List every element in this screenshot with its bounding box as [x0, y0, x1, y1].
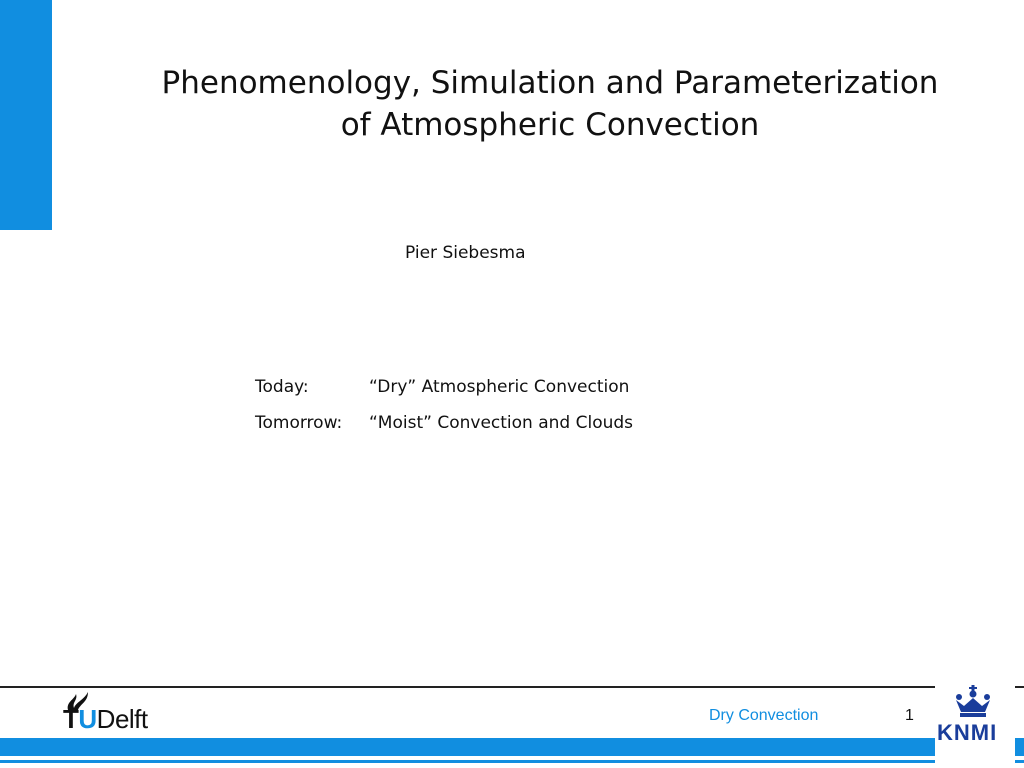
agenda-label: Today:	[255, 377, 309, 397]
footer-topic: Dry Convection	[709, 707, 819, 724]
agenda-text: “Moist” Convection and Clouds	[369, 413, 634, 433]
agenda-item-today	[255, 369, 633, 405]
tudelft-delft: Delft	[96, 704, 148, 734]
agenda-text: “Dry” Atmospheric Convection	[369, 377, 630, 397]
footer-band	[0, 738, 1024, 756]
author-name: Pier Siebesma	[405, 243, 526, 263]
title-line-2: of Atmospheric Convection	[340, 107, 760, 143]
footer-line	[0, 760, 1024, 763]
accent-bar	[0, 0, 52, 230]
page-number: 1	[905, 707, 914, 724]
tudelft-u: U	[78, 704, 97, 734]
slide-title	[90, 62, 1010, 146]
title-line-1: Phenomenology, Simulation and Parameterization	[161, 65, 939, 101]
footer-divider	[0, 686, 940, 688]
knmi-wordmark: KNMI	[937, 720, 998, 745]
agenda	[255, 369, 633, 441]
agenda-item-tomorrow	[255, 405, 633, 441]
tudelft-wordmark	[63, 704, 148, 734]
tudelft-t: T	[63, 704, 79, 734]
agenda-label: Tomorrow:	[255, 413, 343, 433]
crown-icon	[951, 684, 995, 718]
knmi-logo	[935, 684, 1015, 768]
